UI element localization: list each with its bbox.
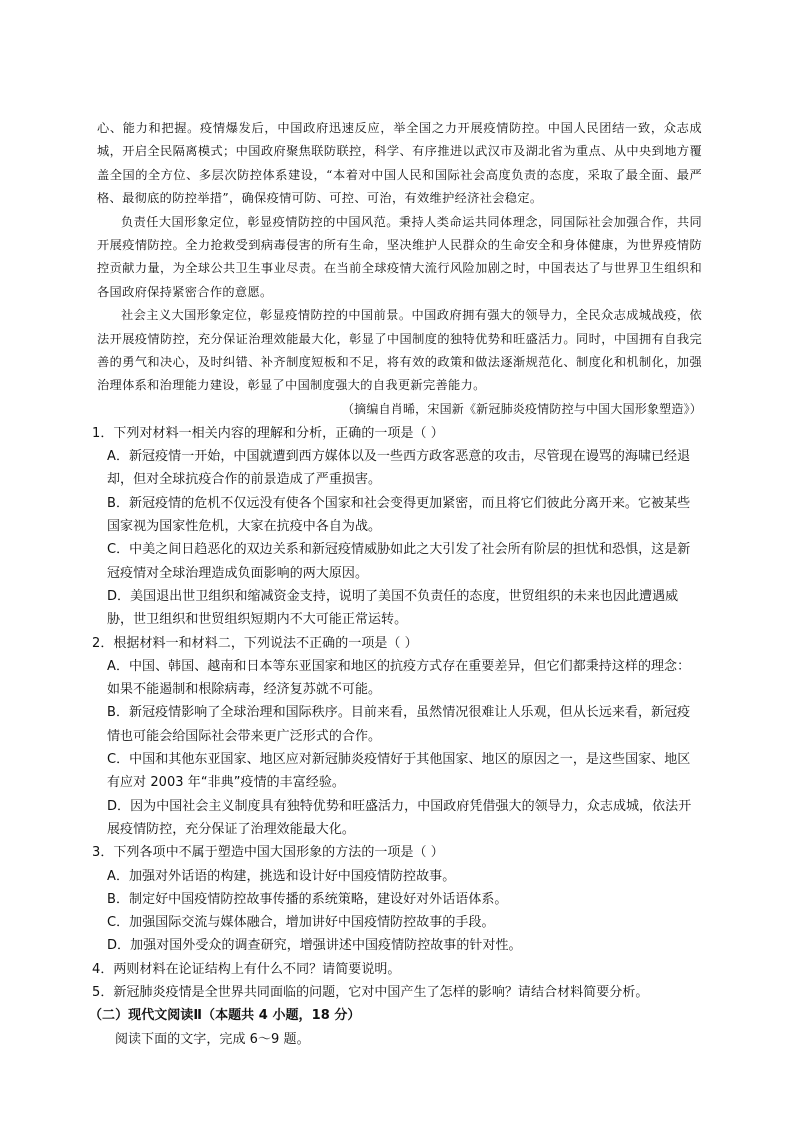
section-instruction: 阅读下面的文字，完成 6～9 题。 (115, 1031, 310, 1047)
option-c: C．中美之间日趋恶化的双边关系和新冠疫情威胁如此之大引发了社会所有阶层的担忧和恐惧，这是新冠疫情对全球治理造成负面影响的两大原因。 (107, 542, 691, 581)
question-stem: 5．新冠肺炎疫情是全世界共同面临的问题，它对中国产生了怎样的影响？请结合材料简要分析。 (92, 985, 649, 1000)
option-d: D．加强对国外受众的调查研究，增强讲述中国疫情防控故事的针对性。 (107, 938, 522, 954)
material-paragraph: 社会主义大国形象定位，彰显疫情防控的中国前景。中国政府拥有强大的领导力，全民众志成城战疫，依法开展疫情防控，充分保证治理效能最大化，彰显了中国制度的独特优势和旺盛活力。同时，中国拥有自我完善的勇气和决心，及时纠错、补齐制度短板和不足，将有效的政策和做法逐渐规范化、制度化和机制化，加强治理体系和治理能力建设，彰显了中国制度强大的自我更新完善能力。 (97, 308, 702, 393)
option-b: B．新冠疫情影响了全球治理和国际秩序。目前来看，虽然情况很难让人乐观，但从长远来看，新冠疫情也可能会给国际社会带来更广泛形式的合作。 (107, 705, 691, 744)
material-paragraph: 心、能力和把握。疫情爆发后，中国政府迅速反应，举全国之力开展疫情防控。中国人民团结一致，众志成城，开启全民隔离模式；中国政府聚焦联防联控，科学、有序推进以武汉市及湖北省为重点、从中央到地方覆盖全国的全方位、多层次防控体系建设，“本着对中国人民和国际社会高度负责的态度，采取了最全面、最严格、最彻底的防控举措”，确保疫情可防、可控、可治，有效维护经济社会稳定。 (97, 121, 702, 206)
question-stem: 3．下列各项中不属于塑造中国大国形象的方法的一项是（ ） (92, 845, 444, 861)
option-b: B．制定好中国疫情防控故事传播的系统策略，建设好对外话语体系。 (107, 891, 508, 907)
material-text (97, 117, 702, 421)
option-a: A．新冠疫情一开始，中国就遭到西方媒体以及一些西方政客恶意的攻击，尽管现在谩骂的海啸已经退却，但对全球抗疫合作的前景造成了严重损害。 (107, 449, 691, 488)
material-source: （摘编自肖晞，宋国新《新冠肺炎疫情防控与中国大国形象塑造》） (341, 401, 702, 416)
section-heading: （二）现代文阅读Ⅱ（本题共 4 小题，18 分） (89, 1008, 361, 1024)
question-2 (92, 632, 702, 842)
question-1 (92, 422, 702, 632)
questions-section (89, 422, 702, 1051)
question-5 (92, 981, 702, 1004)
option-d: D．因为中国社会主义制度具有独特优势和旺盛活力，中国政府凭借强大的领导力，众志成城，依法开展疫情防控，充分保证了治理效能最大化。 (107, 798, 692, 837)
option-c: C．加强国际交流与媒体融合，增加讲好中国疫情防控故事的手段。 (107, 915, 495, 931)
question-stem: 4．两则材料在论证结构上有什么不同？请简要说明。 (92, 961, 401, 977)
option-a: A．加强对外话语的构建，挑选和设计好中国疫情防控故事。 (107, 868, 456, 884)
question-4 (92, 958, 702, 981)
option-c: C．中国和其他东亚国家、地区应对新冠肺炎疫情好于其他国家、地区的原因之一，是这些国家、地区有应对 2003 年“非典”疫情的丰富经验。 (107, 752, 691, 791)
question-3 (92, 841, 702, 957)
material-paragraph: 负责任大国形象定位，彰显疫情防控的中国风范。秉持人类命运共同体理念，同国际社会加强合作，共同开展疫情防控。全力抢救受到病毒侵害的所有生命，坚决维护人民群众的生命安全和身体健康，为世界疫情防控贡献力量，为全球公共卫生事业尽责。在当前全球疫情大流行风险加剧之时，中国表达了与世界卫生组织和各国政府保持紧密合作的意愿。 (97, 214, 702, 299)
option-a: A．中国、韩国、越南和日本等东亚国家和地区的抗疫方式存在重要差异，但它们都秉持这样的理念：如果不能遏制和根除病毒，经济复苏就不可能。 (107, 658, 691, 698)
option-d: D．美国退出世卫组织和缩减资金支持，说明了美国不负责任的态度，世贸组织的未来也因此遭遇威胁，世卫组织和世贸组织短期内不大可能正常运转。 (107, 588, 679, 628)
option-b: B．新冠疫情的危机不仅远没有使各个国家和社会变得更加紧密，而且将它们彼此分离开来。它被某些国家视为国家性危机，大家在抗疫中各自为战。 (107, 495, 691, 535)
question-stem: 2．根据材料一和材料二，下列说法不正确的一项是（ ） (92, 635, 418, 651)
question-stem: 1．下列对材料一相关内容的理解和分析，正确的一项是（ ） (92, 425, 444, 441)
